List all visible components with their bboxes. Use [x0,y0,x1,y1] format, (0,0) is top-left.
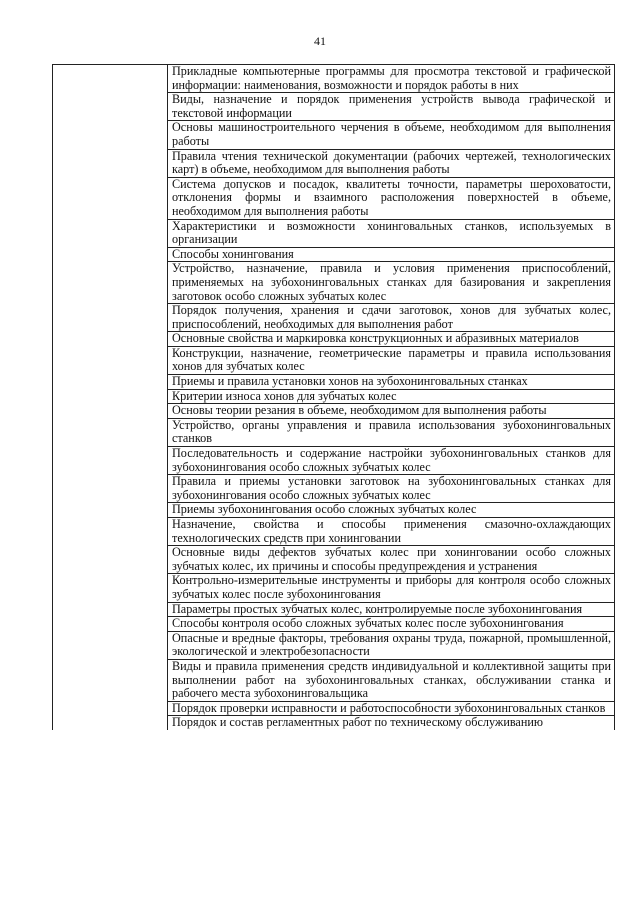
knowledge-item: Приемы зубохонингования особо сложных зубчатых колес [168,503,615,518]
knowledge-item: Виды и правила применения средств индивидуальной и коллективной защиты при выполнении работ на зубохонинговальных станках, обслуживании станка и рабочего места зубохонинговальщика [168,659,615,701]
knowledge-item: Приемы и правила установки хонов на зубохонинговальных станках [168,375,615,390]
knowledge-item: Устройство, органы управления и правила использования зубохонинговальных станков [168,418,615,446]
knowledge-item: Назначение, свойства и способы применения смазочно-охлаждающих технологических средств при хонинговании [168,518,615,546]
knowledge-item: Основные свойства и маркировка конструкционных и абразивных материалов [168,332,615,347]
knowledge-item: Опасные и вредные факторы, требования охраны труда, пожарной, промышленной, экологической и электробезопасности [168,631,615,659]
knowledge-item: Система допусков и посадок, квалитеты точности, параметры шероховатости, отклонения формы и взаимного расположения поверхностей в объеме, необходимом для выполнения работы [168,177,615,219]
table-row [53,65,615,93]
knowledge-item: Характеристики и возможности хонинговальных станков, используемых в организации [168,219,615,247]
knowledge-item: Порядок и состав регламентных работ по техническому обслуживанию [168,716,615,730]
knowledge-item: Основы теории резания в объеме, необходимом для выполнения работы [168,404,615,419]
page-number: 41 [314,34,326,48]
knowledge-item: Конструкции, назначение, геометрические параметры и правила использования хонов для зубчатых колес [168,346,615,374]
knowledge-item: Основы машиностроительного черчения в объеме, необходимом для выполнения работы [168,121,615,149]
knowledge-table [52,64,615,730]
knowledge-item: Правила и приемы установки заготовок на зубохонинговальных станках для зубохонингования особо сложных зубчатых колес [168,475,615,503]
knowledge-table-body [53,65,615,730]
knowledge-item: Виды, назначение и порядок применения устройств вывода графической и текстовой информации [168,93,615,121]
knowledge-item: Способы контроля особо сложных зубчатых колес после зубохонингования [168,617,615,632]
knowledge-item: Последовательность и содержание настройки зубохонинговальных станков для зубохонингования особо сложных зубчатых колес [168,447,615,475]
labor-function-cell [53,65,168,730]
knowledge-item: Параметры простых зубчатых колес, контролируемые после зубохонингования [168,602,615,617]
knowledge-item: Основные виды дефектов зубчатых колес при хонинговании особо сложных зубчатых колес, их причины и способы предупреждения и устранения [168,546,615,574]
knowledge-item: Порядок проверки исправности и работоспособности зубохонинговальных станков [168,701,615,716]
knowledge-item: Правила чтения технической документации (рабочих чертежей, технологических карт) в объеме, необходимом для выполнения работы [168,149,615,177]
knowledge-item: Порядок получения, хранения и сдачи заготовок, хонов для зубчатых колес, приспособлений, необходимых для выполнения работ [168,304,615,332]
knowledge-item: Способы хонингования [168,247,615,262]
knowledge-item: Прикладные компьютерные программы для просмотра текстовой и графической информации: наименования, возможности и порядок работы в них [168,65,615,93]
knowledge-item: Устройство, назначение, правила и условия применения приспособлений, применяемых на зубохонинговальных станках для базирования и закрепления заготовок особо сложных зубчатых колес [168,262,615,304]
knowledge-item: Контрольно-измерительные инструменты и приборы для контроля особо сложных зубчатых колес после зубохонингования [168,574,615,602]
knowledge-item: Критерии износа хонов для зубчатых колес [168,389,615,404]
